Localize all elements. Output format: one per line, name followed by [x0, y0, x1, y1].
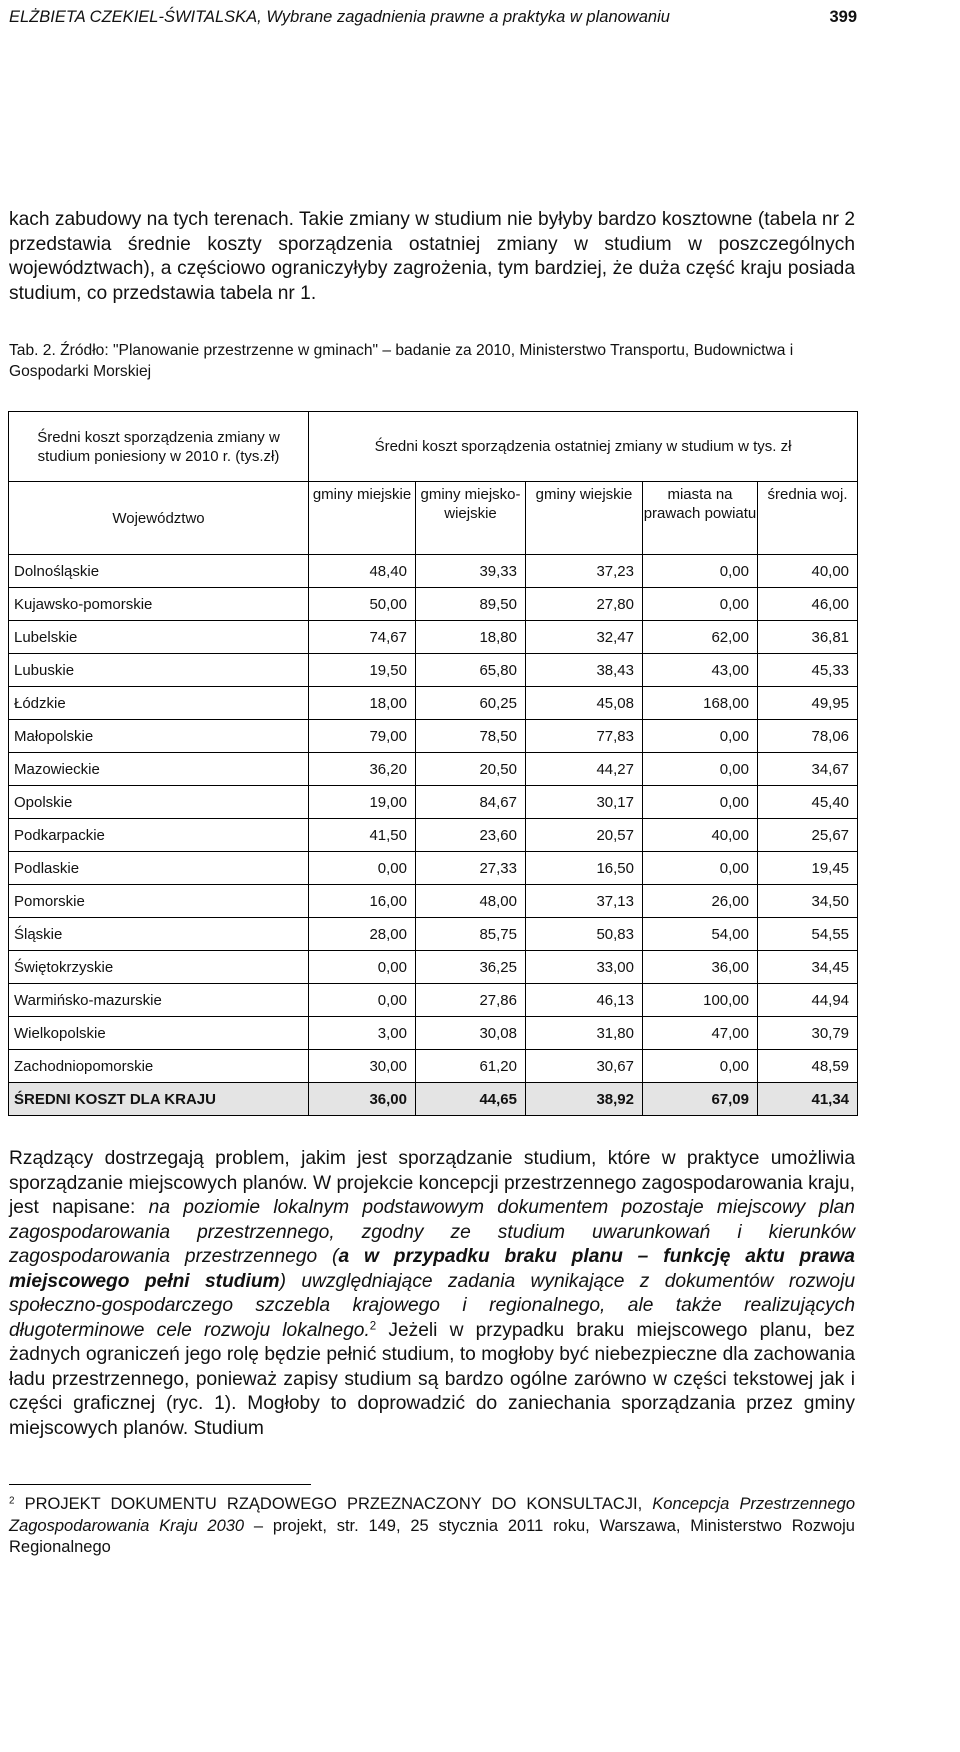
col-average: średnia woj. — [758, 482, 858, 555]
cell-urban: 3,00 — [309, 1017, 416, 1050]
cell-urban: 36,20 — [309, 753, 416, 786]
cell-urban-rural: 36,25 — [416, 951, 526, 984]
cell-urban-rural: 61,20 — [416, 1050, 526, 1083]
row-voivodeship: Lubuskie — [9, 654, 309, 687]
row-voivodeship: Warmińsko-mazurskie — [9, 984, 309, 1017]
cell-county-cities: 36,00 — [643, 951, 758, 984]
cell-urban: 74,67 — [309, 621, 416, 654]
table-row — [9, 885, 858, 918]
footnote-text-1: PROJEKT DOKUMENTU RZĄDOWEGO PRZEZNACZONY DO KONSULTACJI, — [14, 1495, 653, 1513]
cell-urban-rural: 85,75 — [416, 918, 526, 951]
cell-urban-rural: 39,33 — [416, 555, 526, 588]
cell-urban: 0,00 — [309, 984, 416, 1017]
footnote-ref[interactable]: 2 — [369, 1320, 377, 1333]
footnote-divider — [9, 1484, 311, 1485]
row-voivodeship: Łódzkie — [9, 687, 309, 720]
footnote-title: Koncepcja Przestrzennego Zagospodarowania Kraju 2030 — [9, 1495, 856, 1535]
table-row — [9, 852, 858, 885]
cell-rural: 37,23 — [526, 555, 643, 588]
cell-rural: 30,67 — [526, 1050, 643, 1083]
footnote — [9, 1494, 855, 1559]
row-voivodeship: Lubelskie — [9, 621, 309, 654]
body-text-1: Rządzący dostrzegają problem, jakim jest sporządzanie studium, które w praktyce umożliwia sporządzanie miejscowych planów. W projekcie koncepcji przestrzennego zagospodarowania kraju, jest napisane: — [9, 1148, 855, 1218]
row-voivodeship: Kujawsko-pomorskie — [9, 588, 309, 621]
cell-rural: 45,08 — [526, 687, 643, 720]
table-caption: Tab. 2. Źródło: "Planowanie przestrzenne w gminach" – badanie za 2010, Ministerstwo Transportu, Budownictwa i Gospodarki Morskiej — [9, 342, 794, 380]
cell-rural: 38,43 — [526, 654, 643, 687]
row-voivodeship: ŚREDNI KOSZT DLA KRAJU — [9, 1083, 309, 1116]
running-title: ELŻBIETA CZEKIEL-ŚWITALSKA, Wybrane zagadnienia prawne a praktyka w planowaniu — [9, 8, 670, 26]
cell-average: 48,59 — [758, 1050, 858, 1083]
cell-urban-rural: 89,50 — [416, 588, 526, 621]
cell-rural: 16,50 — [526, 852, 643, 885]
body-quote-1: na poziomie lokalnym podstawowym dokumentem pozostaje miejscowy plan zagospodarowania przestrzennego, zgodny ze studium uwarunkowań i kierunków zagospodarowania przestrzennego ( — [9, 1197, 855, 1267]
cell-urban: 41,50 — [309, 819, 416, 852]
cell-average: 25,67 — [758, 819, 858, 852]
cell-average: 78,06 — [758, 720, 858, 753]
cell-rural: 20,57 — [526, 819, 643, 852]
cell-county-cities: 47,00 — [643, 1017, 758, 1050]
cell-county-cities: 54,00 — [643, 918, 758, 951]
cell-urban-rural: 48,00 — [416, 885, 526, 918]
cell-urban: 36,00 — [309, 1083, 416, 1116]
cell-average: 40,00 — [758, 555, 858, 588]
cell-urban-rural: 27,86 — [416, 984, 526, 1017]
header-right: Średni koszt sporządzenia ostatniej zmiany w studium w tys. zł — [309, 412, 858, 482]
cell-rural: 32,47 — [526, 621, 643, 654]
cell-average: 34,45 — [758, 951, 858, 984]
cell-urban: 19,50 — [309, 654, 416, 687]
cell-average: 34,67 — [758, 753, 858, 786]
cell-average: 41,34 — [758, 1083, 858, 1116]
page-number: 399 — [829, 8, 857, 26]
cell-county-cities: 0,00 — [643, 720, 758, 753]
footnote-number: 2 — [9, 1495, 15, 1507]
table-row — [9, 555, 858, 588]
cell-average: 45,33 — [758, 654, 858, 687]
body-quote-2: ) uwzględniające zadania wynikające z dokumentów rozwoju społeczno-gospodarczego szczebla krajowego i regionalnego, ale także realizujących długoterminowe cele rozwoju lokalnego. — [9, 1270, 855, 1341]
cell-rural: 44,27 — [526, 753, 643, 786]
table-row — [9, 786, 858, 819]
cell-county-cities: 100,00 — [643, 984, 758, 1017]
cell-urban-rural: 18,80 — [416, 621, 526, 654]
table-row — [9, 1050, 858, 1083]
cell-average: 49,95 — [758, 687, 858, 720]
cell-urban: 79,00 — [309, 720, 416, 753]
row-voivodeship: Świętokrzyskie — [9, 951, 309, 984]
total-row — [9, 1083, 858, 1116]
cell-urban-rural: 30,08 — [416, 1017, 526, 1050]
cell-average: 19,45 — [758, 852, 858, 885]
cell-urban-rural: 27,33 — [416, 852, 526, 885]
table-row — [9, 654, 858, 687]
cell-urban-rural: 44,65 — [416, 1083, 526, 1116]
cell-rural: 27,80 — [526, 588, 643, 621]
table-row — [9, 819, 858, 852]
col-voivodeship: Województwo — [9, 482, 309, 555]
cell-urban-rural: 20,50 — [416, 753, 526, 786]
page-header — [9, 6, 857, 28]
row-voivodeship: Pomorskie — [9, 885, 309, 918]
col-county-cities: miasta na prawach powiatu — [643, 482, 758, 555]
header-left: Średni koszt sporządzenia zmiany w studium poniesiony w 2010 r. (tys.zł) — [9, 412, 309, 482]
cell-urban: 0,00 — [309, 951, 416, 984]
cell-county-cities: 168,00 — [643, 687, 758, 720]
cell-county-cities: 0,00 — [643, 852, 758, 885]
cell-rural: 77,83 — [526, 720, 643, 753]
cell-urban-rural: 23,60 — [416, 819, 526, 852]
cell-county-cities: 0,00 — [643, 588, 758, 621]
cell-average: 45,40 — [758, 786, 858, 819]
table-row — [9, 951, 858, 984]
cell-rural: 50,83 — [526, 918, 643, 951]
cell-rural: 38,92 — [526, 1083, 643, 1116]
table-row — [9, 918, 858, 951]
cell-urban: 50,00 — [309, 588, 416, 621]
cell-rural: 31,80 — [526, 1017, 643, 1050]
cell-county-cities: 67,09 — [643, 1083, 758, 1116]
cell-rural: 46,13 — [526, 984, 643, 1017]
row-voivodeship: Śląskie — [9, 918, 309, 951]
table-row — [9, 687, 858, 720]
row-voivodeship: Podlaskie — [9, 852, 309, 885]
intro-paragraph: kach zabudowy na tych terenach. Takie zmiany w studium nie byłyby bardzo kosztowne (tabela nr 2 przedstawia średnie koszty sporządzenia ostatniej zmiany w studium w poszczególnych województwach), a częściowo ograniczyłyby zagrożenia, tym bardziej, że duża część kraju posiada studium, co przedstawia tabela nr 1. — [9, 209, 855, 304]
col-urban-rural: gminy miejsko-wiejskie — [416, 482, 526, 555]
cell-average: 36,81 — [758, 621, 858, 654]
cell-average: 34,50 — [758, 885, 858, 918]
row-voivodeship: Opolskie — [9, 786, 309, 819]
col-rural: gminy wiejskie — [526, 482, 643, 555]
cell-county-cities: 26,00 — [643, 885, 758, 918]
cost-table — [8, 411, 858, 1116]
cell-county-cities: 43,00 — [643, 654, 758, 687]
row-voivodeship: Podkarpackie — [9, 819, 309, 852]
col-urban: gminy miejskie — [309, 482, 416, 555]
body-quote-bold: a w przypadku braku planu – funkcję aktu prawa miejscowego pełni studium — [9, 1246, 855, 1292]
cell-urban: 16,00 — [309, 885, 416, 918]
table-row — [9, 720, 858, 753]
row-voivodeship: Małopolskie — [9, 720, 309, 753]
cell-average: 54,55 — [758, 918, 858, 951]
cell-average: 44,94 — [758, 984, 858, 1017]
cell-average: 30,79 — [758, 1017, 858, 1050]
table-row — [9, 753, 858, 786]
cell-urban-rural: 60,25 — [416, 687, 526, 720]
cell-county-cities: 0,00 — [643, 753, 758, 786]
cell-urban: 48,40 — [309, 555, 416, 588]
cell-county-cities: 0,00 — [643, 555, 758, 588]
cell-rural: 33,00 — [526, 951, 643, 984]
footnote-text-2: – projekt, str. 149, 25 stycznia 2011 roku, Warszawa, Ministerstwo Rozwoju Regionalnego — [9, 1516, 855, 1556]
row-voivodeship: Mazowieckie — [9, 753, 309, 786]
cell-rural: 30,17 — [526, 786, 643, 819]
table-row — [9, 1017, 858, 1050]
cell-urban-rural: 84,67 — [416, 786, 526, 819]
cell-urban: 28,00 — [309, 918, 416, 951]
table-row — [9, 984, 858, 1017]
table-row — [9, 621, 858, 654]
cell-urban: 0,00 — [309, 852, 416, 885]
table-body — [9, 555, 858, 1116]
body-text-2: Jeżeli w przypadku braku miejscowego planu, bez żadnych ograniczeń jego rolę będzie pełnić studium, to mogłoby być niebezpieczne dla zachowania ładu przestrzennego, ponieważ zapisy studium są bardzo ogólne zarówno w części tekstowej jak i części graficznej (ryc. 1). Mogłoby to doprowadzić do zaniechania sporządzania przez gminy miejscowych planów. Studium — [9, 1319, 855, 1439]
cell-urban: 19,00 — [309, 786, 416, 819]
table-row — [9, 588, 858, 621]
cell-urban-rural: 65,80 — [416, 654, 526, 687]
row-voivodeship: Wielkopolskie — [9, 1017, 309, 1050]
cell-county-cities: 62,00 — [643, 621, 758, 654]
cell-urban: 30,00 — [309, 1050, 416, 1083]
row-voivodeship: Dolnośląskie — [9, 555, 309, 588]
cell-urban-rural: 78,50 — [416, 720, 526, 753]
cell-county-cities: 0,00 — [643, 1050, 758, 1083]
cell-county-cities: 40,00 — [643, 819, 758, 852]
cell-county-cities: 0,00 — [643, 786, 758, 819]
cell-average: 46,00 — [758, 588, 858, 621]
row-voivodeship: Zachodniopomorskie — [9, 1050, 309, 1083]
cell-rural: 37,13 — [526, 885, 643, 918]
body-paragraph — [9, 1147, 855, 1441]
cell-urban: 18,00 — [309, 687, 416, 720]
